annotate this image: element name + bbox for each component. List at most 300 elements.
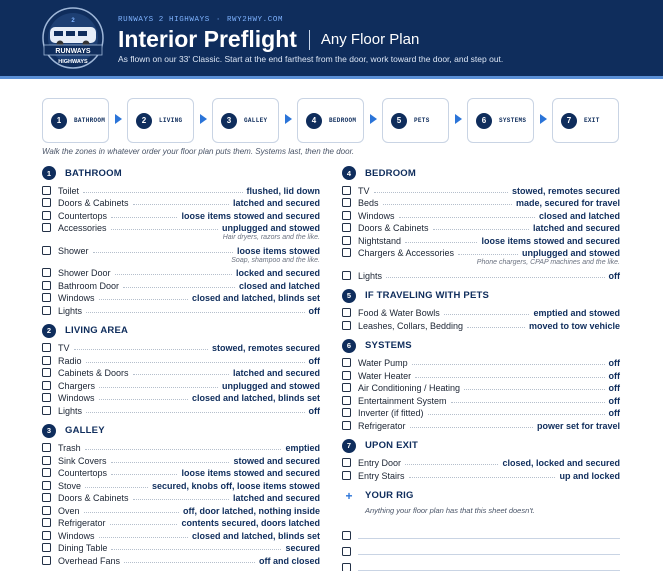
checklist-item — [42, 478, 320, 491]
dot-leader — [412, 364, 605, 365]
your-rig-note: Anything your floor plan has that this sheet doesn't. — [365, 505, 535, 515]
dot-leader — [111, 217, 177, 218]
checkbox[interactable] — [342, 271, 351, 280]
checklist-item — [342, 196, 620, 209]
arrow-right-icon — [115, 114, 122, 124]
section-title: BEDROOM — [365, 167, 417, 179]
dot-leader — [428, 414, 605, 415]
intro-text: Walk the zones in whatever order your floor plan puts them. Systems last, then the door. — [42, 147, 355, 156]
item-label: Beds — [358, 198, 379, 208]
checklist-item — [42, 391, 320, 404]
checklist-item — [42, 491, 320, 504]
dot-leader — [124, 562, 255, 563]
right-column — [342, 166, 620, 571]
item-label: Doors & Cabinets — [58, 198, 129, 208]
dot-leader — [409, 477, 556, 478]
dot-leader — [374, 192, 508, 193]
checkbox[interactable] — [42, 223, 51, 232]
dot-leader — [111, 474, 177, 475]
item-value: off, door latched, nothing inside — [183, 505, 320, 516]
brand-name: RUNWAYS 2 HIGHWAYS — [118, 16, 210, 24]
dot-leader — [99, 399, 188, 400]
header-stripe — [0, 76, 663, 79]
item-value: up and locked — [559, 470, 620, 481]
checklist-item — [342, 306, 620, 319]
section-number-badge: 6 — [342, 339, 356, 353]
dot-leader — [111, 549, 281, 550]
item-label: Cabinets & Doors — [58, 368, 129, 378]
checkbox[interactable] — [342, 408, 351, 417]
step-number-badge: 1 — [51, 113, 67, 129]
checkbox[interactable] — [42, 306, 51, 315]
your-rig-header — [342, 489, 620, 503]
write-in-line[interactable] — [358, 570, 620, 571]
checklist-item — [342, 246, 620, 259]
item-value: emptied — [285, 443, 320, 453]
checkbox[interactable] — [42, 456, 51, 465]
step-number-badge: 7 — [561, 113, 577, 129]
item-value: loose items stowed — [236, 245, 320, 256]
item-value: contents secured, doors latched — [181, 518, 320, 528]
step-systems[interactable] — [467, 98, 534, 143]
checklist-item — [42, 341, 320, 354]
checkbox[interactable] — [342, 308, 351, 317]
dot-leader — [93, 252, 233, 253]
section-header — [342, 166, 620, 180]
item-value: latched and secured — [232, 493, 320, 503]
dot-leader — [111, 462, 230, 463]
checkbox[interactable] — [42, 368, 51, 377]
item-value: off — [608, 383, 620, 393]
checklist-item — [42, 243, 320, 256]
item-value: closed, locked and secured — [502, 458, 620, 468]
step-living[interactable] — [127, 98, 194, 143]
checklist-item — [342, 381, 620, 394]
section-header — [342, 439, 620, 453]
arrow-right-icon — [200, 114, 207, 124]
item-label: Shower — [58, 245, 89, 256]
section-bathroom — [42, 166, 320, 324]
section-header — [42, 424, 320, 438]
section-title: IF TRAVELING WITH PETS — [365, 290, 490, 301]
checkbox[interactable] — [42, 518, 51, 527]
checklist-item — [342, 456, 620, 469]
checkbox[interactable] — [42, 543, 51, 552]
dot-leader — [115, 274, 232, 275]
item-label: Countertops — [58, 210, 108, 221]
checkbox[interactable] — [342, 371, 351, 380]
item-label: TV — [58, 343, 70, 353]
section-galley — [42, 424, 320, 571]
checklist-item — [342, 406, 620, 419]
page-title: Interior Preflight — [118, 26, 297, 52]
section-spacer — [42, 416, 320, 424]
step-label: BATHROOM — [74, 117, 106, 124]
dot-leader — [458, 254, 518, 255]
logo-wordmark: RUNWAYS — [55, 48, 91, 55]
checkbox[interactable] — [342, 198, 351, 207]
checkbox[interactable] — [342, 563, 351, 571]
left-column — [42, 166, 320, 571]
checklist-item — [342, 318, 620, 331]
item-label: Chargers — [58, 380, 96, 391]
checkbox[interactable] — [342, 471, 351, 480]
checklist-item — [42, 453, 320, 466]
dot-leader — [451, 402, 605, 403]
checkbox[interactable] — [342, 248, 351, 257]
logo-wordmark-bottom: HIGHWAYS — [58, 59, 88, 65]
item-label: Lights — [58, 305, 83, 316]
section-number-badge: 4 — [342, 166, 356, 180]
section-spacer — [342, 431, 620, 439]
checklist-item — [42, 183, 320, 196]
checklist-item — [342, 356, 620, 369]
checklist-item — [342, 418, 620, 431]
dot-leader — [405, 464, 498, 465]
section-title: BATHROOM — [65, 167, 122, 179]
item-label: Windows — [58, 293, 95, 303]
section-number-badge: 5 — [342, 289, 356, 303]
dot-leader — [99, 387, 218, 388]
checkbox[interactable] — [42, 506, 51, 515]
checklist-item — [342, 183, 620, 196]
dot-leader — [399, 217, 535, 218]
checklist-item — [342, 233, 620, 246]
checkbox[interactable] — [42, 481, 51, 490]
dot-leader — [410, 427, 533, 428]
item-label: Shower Door — [58, 268, 111, 278]
title-divider — [309, 30, 310, 50]
checklist-item — [42, 516, 320, 529]
dot-leader — [99, 537, 188, 538]
item-label: Sink Covers — [58, 455, 107, 466]
item-value: off and closed — [258, 555, 320, 566]
checkbox[interactable] — [42, 268, 51, 277]
item-value: off — [308, 405, 320, 416]
item-value: flushed, lid down — [246, 185, 320, 196]
dot-leader — [415, 377, 604, 378]
checkbox[interactable] — [342, 358, 351, 367]
checkbox[interactable] — [342, 186, 351, 195]
item-value: loose items stowed and secured — [481, 235, 620, 246]
section-number-badge: 2 — [42, 324, 56, 338]
item-value: loose items stowed and secured — [181, 468, 320, 478]
checkbox[interactable] — [42, 211, 51, 220]
checkbox[interactable] — [42, 293, 51, 302]
item-value: stowed and secured — [233, 455, 320, 466]
section-header — [342, 339, 620, 353]
checkbox[interactable] — [342, 396, 351, 405]
blank-line-row — [342, 541, 620, 557]
section-systems — [342, 339, 620, 439]
checkbox[interactable] — [42, 393, 51, 402]
item-value: closed and latched, blinds set — [191, 530, 320, 541]
item-label: Accessories — [58, 223, 107, 233]
checkbox[interactable] — [342, 458, 351, 467]
item-label: Refrigerator — [58, 518, 106, 528]
item-label: Lights — [58, 405, 83, 416]
dot-leader — [444, 314, 530, 315]
checkbox[interactable] — [42, 381, 51, 390]
item-label: Doors & Cabinets — [358, 223, 429, 233]
page-subtitle: Any Floor Plan — [320, 31, 420, 48]
section-spacer — [342, 481, 620, 489]
item-note: Soap, shampoo and the like. — [231, 256, 320, 264]
blank-line-row — [342, 557, 620, 571]
item-note: Phone chargers, CPAP machines and the like. — [476, 259, 620, 266]
write-in-line[interactable] — [358, 538, 620, 539]
item-label: TV — [358, 185, 370, 196]
logo-wordmark-mid: 2 — [71, 18, 75, 24]
step-number-badge: 3 — [221, 113, 237, 129]
section-header — [342, 289, 620, 303]
section-title: LIVING AREA — [65, 325, 129, 336]
item-label: Radio — [58, 355, 82, 366]
checklist-item — [42, 353, 320, 366]
dot-leader — [467, 327, 525, 328]
item-label: Toilet — [58, 185, 80, 196]
blank-line-row — [342, 525, 620, 541]
dot-leader — [84, 512, 179, 513]
section-spacer — [42, 316, 320, 324]
checkbox[interactable] — [342, 383, 351, 392]
section-number-badge: 7 — [342, 439, 356, 453]
dot-leader — [86, 362, 305, 363]
checklist-item — [42, 208, 320, 221]
item-label: Leashes, Collars, Bedding — [358, 320, 464, 331]
item-value: latched and secured — [532, 223, 620, 233]
rv-logo-icon — [40, 7, 106, 69]
dot-leader — [464, 389, 604, 390]
dot-leader — [83, 192, 242, 193]
section-header — [42, 166, 320, 180]
item-value: latched and secured — [232, 368, 320, 378]
item-label: Water Heater — [358, 370, 412, 381]
checklist-item — [42, 553, 320, 566]
checklist-item — [42, 441, 320, 454]
dot-leader — [386, 277, 604, 278]
dot-leader — [111, 229, 218, 230]
item-label: Entry Stairs — [358, 470, 405, 481]
checkbox[interactable] — [42, 356, 51, 365]
item-label: Windows — [58, 393, 95, 403]
checklist-item — [42, 291, 320, 304]
item-value: stowed, remotes secured — [511, 185, 620, 196]
plus-icon: + — [345, 488, 353, 503]
item-value: off — [608, 408, 620, 418]
item-value: off — [308, 355, 320, 366]
item-value: emptied and stowed — [533, 308, 620, 318]
page-header — [0, 0, 663, 76]
checklist-item — [42, 528, 320, 541]
step-pets[interactable] — [382, 98, 449, 143]
item-value: moved to tow vehicle — [528, 320, 620, 331]
section-number-badge: 1 — [42, 166, 56, 180]
section-header — [42, 324, 320, 338]
step-number-badge: 5 — [391, 113, 407, 129]
item-label: Oven — [58, 505, 80, 516]
checklist-item — [42, 403, 320, 416]
item-value: unplugged and stowed — [522, 248, 620, 258]
checklist-item — [42, 466, 320, 479]
item-label: Bathroom Door — [58, 280, 120, 291]
item-label: Entry Door — [358, 458, 402, 468]
checklist-item — [42, 366, 320, 379]
checklist-item — [342, 268, 620, 281]
checkbox[interactable] — [342, 211, 351, 220]
item-value: closed and latched, blinds set — [191, 393, 320, 403]
dot-leader — [99, 299, 188, 300]
item-value: off — [608, 395, 620, 406]
zone-stepper — [42, 98, 622, 143]
item-label: Countertops — [58, 468, 108, 478]
step-number-badge: 2 — [136, 113, 152, 129]
item-label: Lights — [358, 270, 383, 281]
brand-eyebrow: RUNWAYS 2 HIGHWAYS · RWY2HWY.COM — [118, 16, 284, 24]
section-spacer — [42, 566, 320, 571]
arrow-right-icon — [540, 114, 547, 124]
item-label: Dining Table — [58, 543, 108, 553]
item-value: loose items stowed and secured — [181, 210, 320, 221]
step-exit[interactable] — [552, 98, 619, 143]
checklist-item — [42, 278, 320, 291]
dot-leader — [123, 287, 235, 288]
checkbox[interactable] — [342, 421, 351, 430]
checkbox[interactable] — [42, 198, 51, 207]
step-number-badge: 6 — [476, 113, 492, 129]
checklist-item — [342, 468, 620, 481]
step-number-badge: 4 — [306, 113, 322, 129]
item-value: off — [308, 305, 320, 316]
item-label: Chargers & Accessories — [358, 248, 455, 258]
item-label: Entertainment System — [358, 395, 447, 406]
dot-leader — [133, 374, 229, 375]
arrow-right-icon — [455, 114, 462, 124]
arrow-right-icon — [285, 114, 292, 124]
item-label: Water Pump — [358, 358, 408, 368]
dot-leader — [85, 487, 148, 488]
dot-leader — [405, 242, 477, 243]
item-label: Food & Water Bowls — [358, 308, 440, 318]
section-living-area — [42, 324, 320, 424]
right-sections — [342, 166, 620, 489]
item-label: Inverter (if fitted) — [358, 408, 424, 418]
checkbox[interactable] — [342, 531, 351, 540]
item-note: Hair dryers, razors and the like. — [222, 234, 320, 241]
checkbox[interactable] — [42, 493, 51, 502]
checkbox[interactable] — [42, 281, 51, 290]
your-rig-title: YOUR RIG — [365, 490, 414, 501]
item-label: Windows — [358, 210, 395, 221]
item-value: unplugged and stowed — [222, 223, 320, 233]
step-label: BEDROOM — [329, 117, 357, 124]
checkbox[interactable] — [42, 246, 51, 255]
item-label: Overhead Fans — [58, 555, 121, 566]
section-if-traveling-with-pets — [342, 289, 620, 339]
checkbox[interactable] — [42, 443, 51, 452]
dot-leader — [86, 412, 304, 413]
item-value: made, secured for travel — [515, 198, 620, 208]
item-value: power set for travel — [536, 420, 620, 431]
section-spacer — [342, 331, 620, 339]
checklist-item — [42, 266, 320, 279]
item-value: off — [608, 270, 620, 281]
item-value: secured, knobs off, loose items stowed — [151, 480, 320, 491]
checkbox[interactable] — [342, 236, 351, 245]
item-value: locked and secured — [235, 268, 320, 278]
item-value: latched and secured — [232, 198, 320, 208]
dot-leader — [74, 349, 208, 350]
item-value: off — [608, 370, 620, 381]
dot-leader — [383, 204, 512, 205]
checkbox[interactable] — [42, 343, 51, 352]
checkbox[interactable] — [42, 556, 51, 565]
item-label: Trash — [58, 443, 81, 453]
section-title: SYSTEMS — [365, 340, 412, 351]
arrow-right-icon — [370, 114, 377, 124]
checkbox[interactable] — [342, 223, 351, 232]
item-value: stowed, remotes secured — [211, 343, 320, 353]
brand-url[interactable]: RWY2HWY.COM — [226, 16, 284, 24]
section-number-badge: 3 — [42, 424, 56, 438]
checkbox[interactable] — [42, 531, 51, 540]
checklist-item — [342, 393, 620, 406]
write-in-line[interactable] — [358, 554, 620, 555]
section-upon-exit — [342, 439, 620, 489]
checklist-item — [42, 378, 320, 391]
dot-leader — [85, 449, 282, 450]
step-label: PETS — [414, 117, 430, 124]
dot-leader — [110, 524, 178, 525]
checklist-item — [342, 368, 620, 381]
step-bedroom[interactable] — [297, 98, 364, 143]
item-label: Windows — [58, 530, 95, 541]
checkbox[interactable] — [342, 547, 351, 556]
section-spacer — [342, 281, 620, 289]
section-title: UPON EXIT — [365, 440, 419, 451]
item-label: Refrigerator — [358, 420, 406, 431]
checkbox[interactable] — [42, 406, 51, 415]
item-label: Air Conditioning / Heating — [358, 383, 461, 393]
checklist-item — [42, 196, 320, 209]
item-value: unplugged and stowed — [222, 380, 320, 391]
section-bedroom — [342, 166, 620, 289]
step-bathroom[interactable] — [42, 98, 109, 143]
checkbox[interactable] — [42, 468, 51, 477]
step-label: LIVING — [159, 117, 183, 124]
dot-leader — [133, 499, 229, 500]
item-value: closed and latched — [538, 210, 620, 221]
item-value: off — [608, 358, 620, 368]
item-value: secured — [285, 543, 320, 553]
checklist-item — [342, 208, 620, 221]
step-galley[interactable] — [212, 98, 279, 143]
checkbox[interactable] — [42, 186, 51, 195]
checklist-item — [42, 303, 320, 316]
step-label: EXIT — [584, 117, 600, 124]
checkbox[interactable] — [342, 321, 351, 330]
item-label: Nightstand — [358, 235, 402, 246]
dot-leader — [86, 312, 304, 313]
item-label: Doors & Cabinets — [58, 493, 129, 503]
checklist-item — [42, 541, 320, 554]
checklist-item — [342, 221, 620, 234]
step-label: GALLEY — [244, 117, 268, 124]
item-value: closed and latched — [238, 280, 320, 291]
checklist-item — [42, 221, 320, 234]
page-tagline: As flown on our 33' Classic. Start at the end farthest from the door, work toward the door, and step out. — [118, 54, 504, 64]
title-row — [118, 26, 419, 53]
